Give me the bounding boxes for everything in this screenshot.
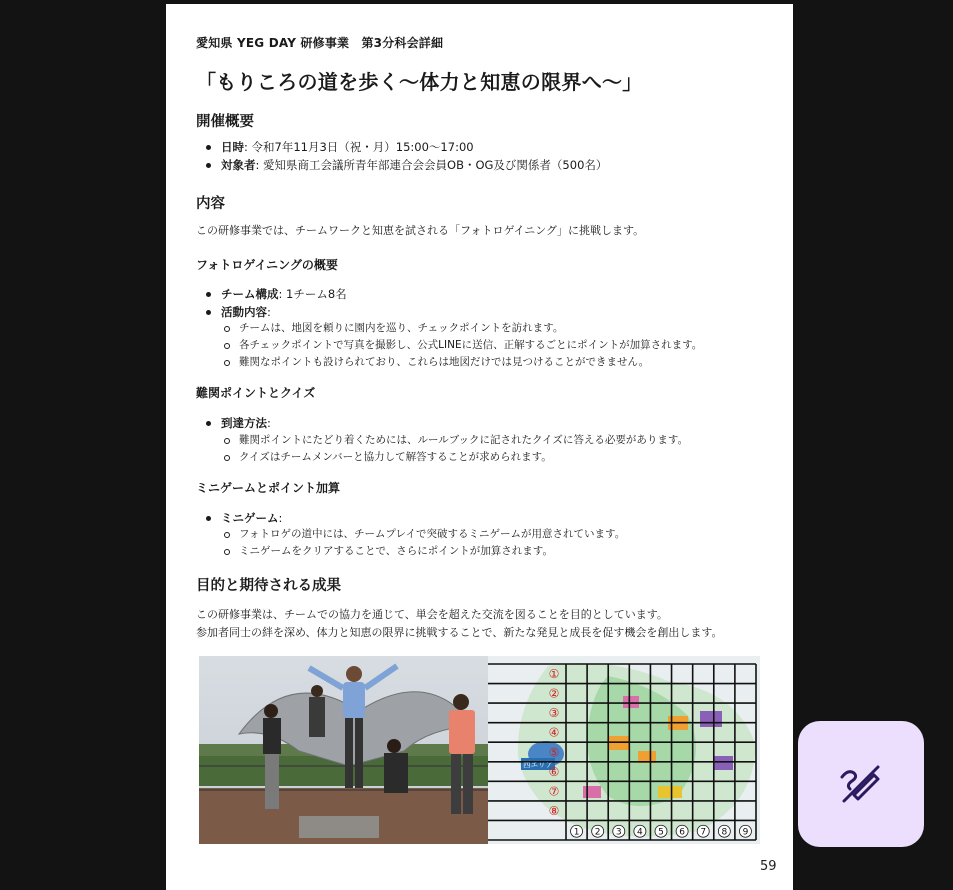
course-map-graphic (488, 656, 760, 844)
minigame-heading: ミニゲームとポイント加算 (196, 481, 341, 495)
difficult-list (206, 414, 271, 432)
photogaining-heading: フォトロゲイニングの概要 (196, 258, 338, 272)
edit-button[interactable] (798, 721, 924, 847)
list-item: ミニゲームをクリアすることで、さらにポイントが加算されます。 (224, 543, 625, 560)
list-item: 難関ポイントにたどり着くためには、ルールブックに記されたクイズに答える必要があります。 (224, 432, 688, 449)
purpose-heading: 目的と期待される成果 (196, 578, 341, 594)
course-map (488, 656, 760, 844)
map-col-label: 1 (573, 827, 580, 838)
map-row-label: ⑦ (548, 784, 560, 799)
purpose-line: 参加者同士の絆を深め、体力と知恵の限界に挑戦することで、新たな発見と成長を促す機会を創出します。 (196, 626, 723, 639)
photogaining-sublist (224, 320, 702, 371)
page-number: 59 (760, 859, 777, 874)
west-area-label: 西エリア (523, 760, 553, 769)
map-row-label: ② (548, 686, 560, 701)
document-header: 愛知県 YEG DAY 研修事業 第3分科会詳細 (196, 36, 444, 50)
map-col-label: 9 (742, 827, 749, 838)
overview-list (206, 138, 607, 174)
map-col-label: 2 (594, 827, 601, 838)
map-row-label: ① (548, 667, 560, 682)
map-col-label: 6 (679, 827, 685, 838)
photogaining-list (206, 285, 347, 321)
document-page (166, 4, 793, 890)
list-item: チームは、地図を頼りに園内を巡り、チェックポイントを訪れます。 (224, 320, 702, 337)
list-item: クイズはチームメンバーと協力して解答することが求められます。 (224, 449, 688, 466)
map-col-label: 8 (721, 827, 728, 838)
map-row-label: ⑥ (548, 764, 560, 779)
edit-pencil-icon (838, 761, 884, 807)
map-row-label: ③ (548, 706, 560, 721)
purpose-line: この研修事業は、チームでの協力を通じて、単会を超えた交流を図ることを目的としています。 (196, 608, 668, 621)
group-photo (199, 656, 488, 844)
purpose-paragraph (196, 606, 722, 642)
map-row-label: ④ (548, 725, 560, 740)
difficult-sublist (224, 432, 688, 466)
list-item: フォトロゲの道中には、チームプレイで突破するミニゲームが用意されています。 (224, 526, 625, 543)
content-heading: 内容 (196, 196, 225, 212)
map-col-label: 4 (637, 827, 643, 838)
map-col-label: 7 (700, 827, 707, 838)
list-item: 日時: 令和7年11月3日（祝・月）15:00〜17:00 (206, 138, 607, 156)
content-intro: この研修事業では、チームワークと知恵を試される「フォトロゲイニング」に挑戦します。 (196, 224, 645, 237)
list-item: 到達方法: (206, 414, 271, 432)
list-item: チーム構成: 1チーム8名 (206, 285, 347, 303)
map-col-label: 5 (658, 827, 664, 838)
overview-heading: 開催概要 (196, 114, 254, 130)
list-item: 活動内容: (206, 303, 347, 321)
map-row-label: ⑧ (548, 803, 560, 818)
map-col-label: 3 (615, 827, 622, 838)
list-item: ミニゲーム: (206, 509, 282, 527)
document-title: 「もりころの道を歩く〜体力と知恵の限界へ〜」 (196, 70, 643, 94)
list-item: 対象者: 愛知県商工会議所青年部連合会会員OB・OG及び関係者（500名） (206, 156, 607, 174)
minigame-list (206, 509, 282, 527)
map-row-label: ⑤ (548, 745, 560, 760)
minigame-sublist (224, 526, 625, 560)
list-item: 難関なポイントも設けられており、これらは地図だけでは見つけることができません。 (224, 354, 702, 371)
list-item: 各チェックポイントで写真を撮影し、公式LINEに送信、正解するごとにポイントが加算されます。 (224, 337, 702, 354)
difficult-heading: 難関ポイントとクイズ (196, 386, 316, 400)
